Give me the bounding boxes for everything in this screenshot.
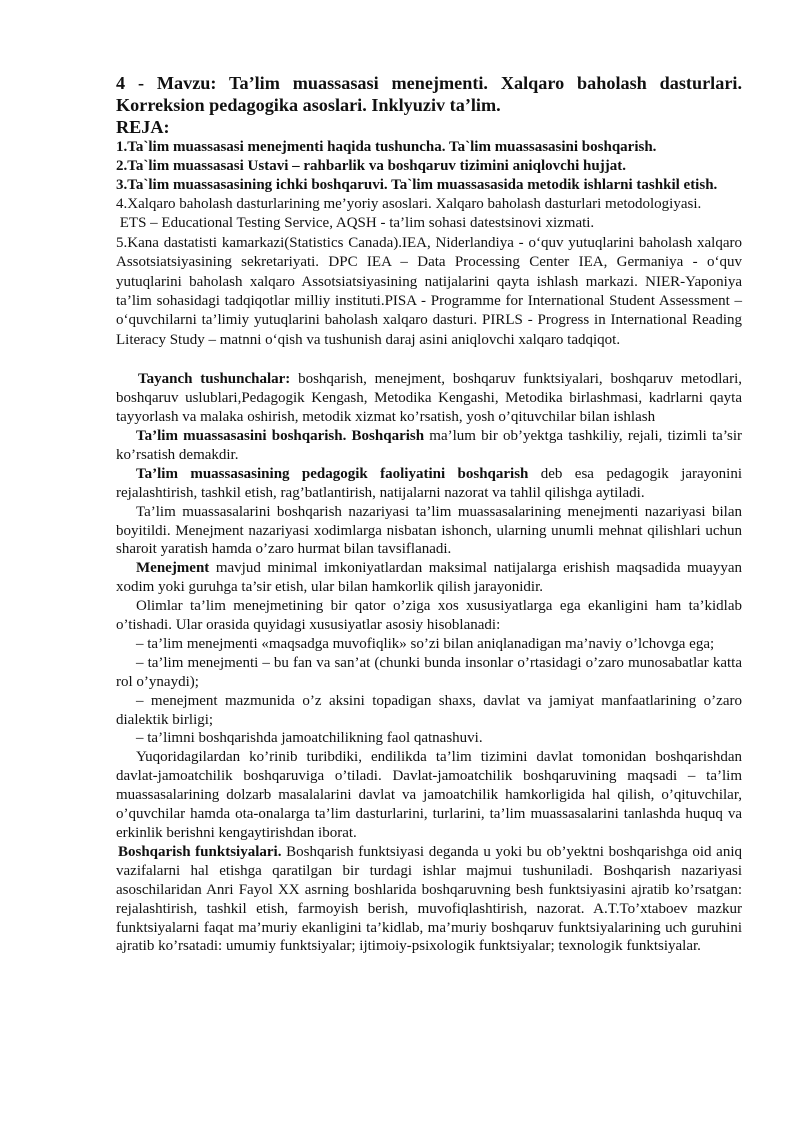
plan-item-4: 4.Xalqaro baholash dasturlarining me’yoriy asoslari. Xalqaro baholash dasturlari metodologiyasi. — [116, 196, 702, 212]
plan-ets: ETS – Educational Testing Service, AQSH - ta’lim sohasi datestsinovi xizmati. — [116, 215, 595, 232]
document-page — [116, 72, 742, 956]
plan-item-1: 1.Ta`lim muassasasi menejmenti haqida tushuncha. Ta`lim muassasasini boshqarish. — [116, 139, 657, 155]
feature-item-4: – ta’limni boshqarishda jamoatchilikning faol qatnashuvi. — [136, 730, 483, 747]
menejment-paragraph — [116, 559, 742, 597]
pedagogical-management-paragraph — [116, 465, 742, 503]
scholars-paragraph: Olimlar ta’lim menejmetining bir qator o’ziga xos xususiyatlarga ega ekanligini ham ta’kidlab o’tishadi. Ular orasida quyidagi xususiyatlar asosiy hisoblanadi: — [116, 598, 742, 634]
functions-text: Boshqarish funktsiyasi deganda u yoki bu ob’yektni boshqarishga oid aniq vazifalarni hal etishga qaratilgan bir turdagi ishlar majmui tushuniladi. Boshqarish nazariyasi asoschilaridan Anri Fayol XX asrning boshlarida boshqaruvning besh funktsiyasini ajratib ko’rsatgan: rejalashtirish, tashkil etish, farmoyish berish, muvofiqlashtirish, nazorat. A.T.To’xtaboev mazkur funktsiyalarni faqat ma’muriy ekanligini ta’kidlab, ma’muriy boshqaruv funktsiyalarining uch guruhini ajratib ko’rsatadi: umumiy funktsiyalar; ijtimoiy-psixologik funktsiyalar; texnologik funktsiyalar. — [116, 843, 743, 955]
pedagogical-management-term: Ta’lim muassasasining pedagogik faoliyatini boshqarish — [136, 465, 529, 482]
menejment-term: Menejment — [136, 560, 210, 577]
functions-term: Boshqarish funktsiyalari. — [118, 843, 282, 860]
feature-item-1: – ta’lim menejmenti «maqsadga muvofiqlik» so’zi bilan aniqlanadigan ma’naviy o’lchovga ega; — [136, 635, 715, 652]
management-definition-term: Ta’lim muassasasini boshqarish. Boshqarish — [136, 427, 425, 444]
plan-item-5: 5.Kana dastatisti kamarkazi(Statistics Canada).IEA, Niderlandiya - o‘quv yutuqlarini baholash xalqaro Assotsiatsiyasining sekretariyati. DPC IEA – Data Processing Center IEA, Germaniya - o‘quv yutuqlarini baholash xalqaro Assotsiatsiyasining natijalarini qayta ishlash markazi. NIER-Yaponiya ta’lim sohasidagi tadqiqotlar milliy instituti.PISA - Programme for International Student Assessment – o‘quvchilarni ta’limiy yutuqlarini baholash xalqaro dasturi. PIRLS - Progress in International Reading Literacy Study – matnni o‘qish va tushunish daraj asini aniqlovchi xalqaro tadqiqot. — [116, 234, 742, 348]
feature-item-3: – menejment mazmunida o’z aksini topadigan shaxs, davlat va jamiyat manfaatlarining o’zaro dialektik birligi; — [116, 692, 742, 728]
key-concepts-label: Tayanch tushunchalar: — [138, 371, 291, 388]
management-definition-text: ma’lum bir ob’yektga tashkiliy, rejali, tizimli ta’sir ko’rsatish demakdir. — [116, 427, 742, 463]
spacer — [116, 350, 742, 370]
public-governance-paragraph: Yuqoridagilardan ko’rinib turibdiki, endilikda ta’lim tizimini davlat tomonidan boshqarishdan davlat-jamoatchilik boshqaruviga o’tiladi. Davlat-jamoatchilik boshqaruvining maqsadi – ta’lim muassasalarining dolzarb masalalarini davlat va jamoatchilik hamkorligida hal qilish, o’qituvchilar, o’quvchilar hamda ota-onalarga ta’lim dasturlarini, turlarini, ta’lim muassasalarini tanlashda huquq va erkinlik berishni kengaytirishdan iborat. — [116, 749, 742, 841]
pedagogical-management-text: deb esa pedagogik jarayonini rejalashtirish, tashkil etish, rag’batlantirish, natijalarni nazorat va tahlil qilishga aytiladi. — [116, 465, 742, 501]
plan-item-3: 3.Ta`lim muassasasining ichki boshqaruvi. Ta`lim muassasasida metodik ishlarni tashkil etish. — [116, 177, 718, 193]
plan-item-2: 2.Ta`lim muassasasi Ustavi – rahbarlik va boshqaruv tizimini aniqlovchi hujjat. — [116, 158, 626, 174]
management-definition-paragraph — [116, 427, 742, 465]
menejment-text: mavjud minimal imkoniyatlardan maksimal natijalarga erishish maqsadida muayyan xodim yoki guruhga ta’sir etish, ular bilan hamkorlik qilish jarayonidir. — [116, 560, 742, 596]
key-concepts-text: boshqarish, menejment, boshqaruv funktsiyalari, boshqaruv metodlari, boshqaruv uslublari,Pedagogik Kengash, Metodika Kengashi, Metodika birlashmasi, kadrlarni qayta tayyorlash va malaka oshirish, metodik xizmat ko’rsatish, yosh o’qituvchilar bilan ishlash — [116, 371, 742, 426]
plan-heading: REJA: — [116, 117, 170, 137]
theory-paragraph: Ta’lim muassasalarini boshqarish nazariyasi ta’lim muassasalarining menejmenti nazariyasi bilan boyitildi. Menejment nazariyasi xodimlarga nisbatan ishonch, ularning unumli mehnat qilishlari uchun sharoit yaratish hamda o’zaro hurmat bilan tavsiflanadi. — [116, 503, 742, 558]
feature-item-2: – ta’lim menejmenti – bu fan va san’at (chunki bunda insonlar o’rtasidagi o’zaro munosabatlar katta rol o’ynaydi); — [116, 654, 742, 690]
key-concepts-paragraph — [116, 370, 742, 427]
functions-paragraph — [116, 843, 742, 956]
document-title: 4 - Mavzu: Ta’lim muassasasi menejmenti. Xalqaro baholash dasturlari. Korreksion pedagogika asoslari. Inklyuziv ta’lim. — [116, 73, 742, 115]
